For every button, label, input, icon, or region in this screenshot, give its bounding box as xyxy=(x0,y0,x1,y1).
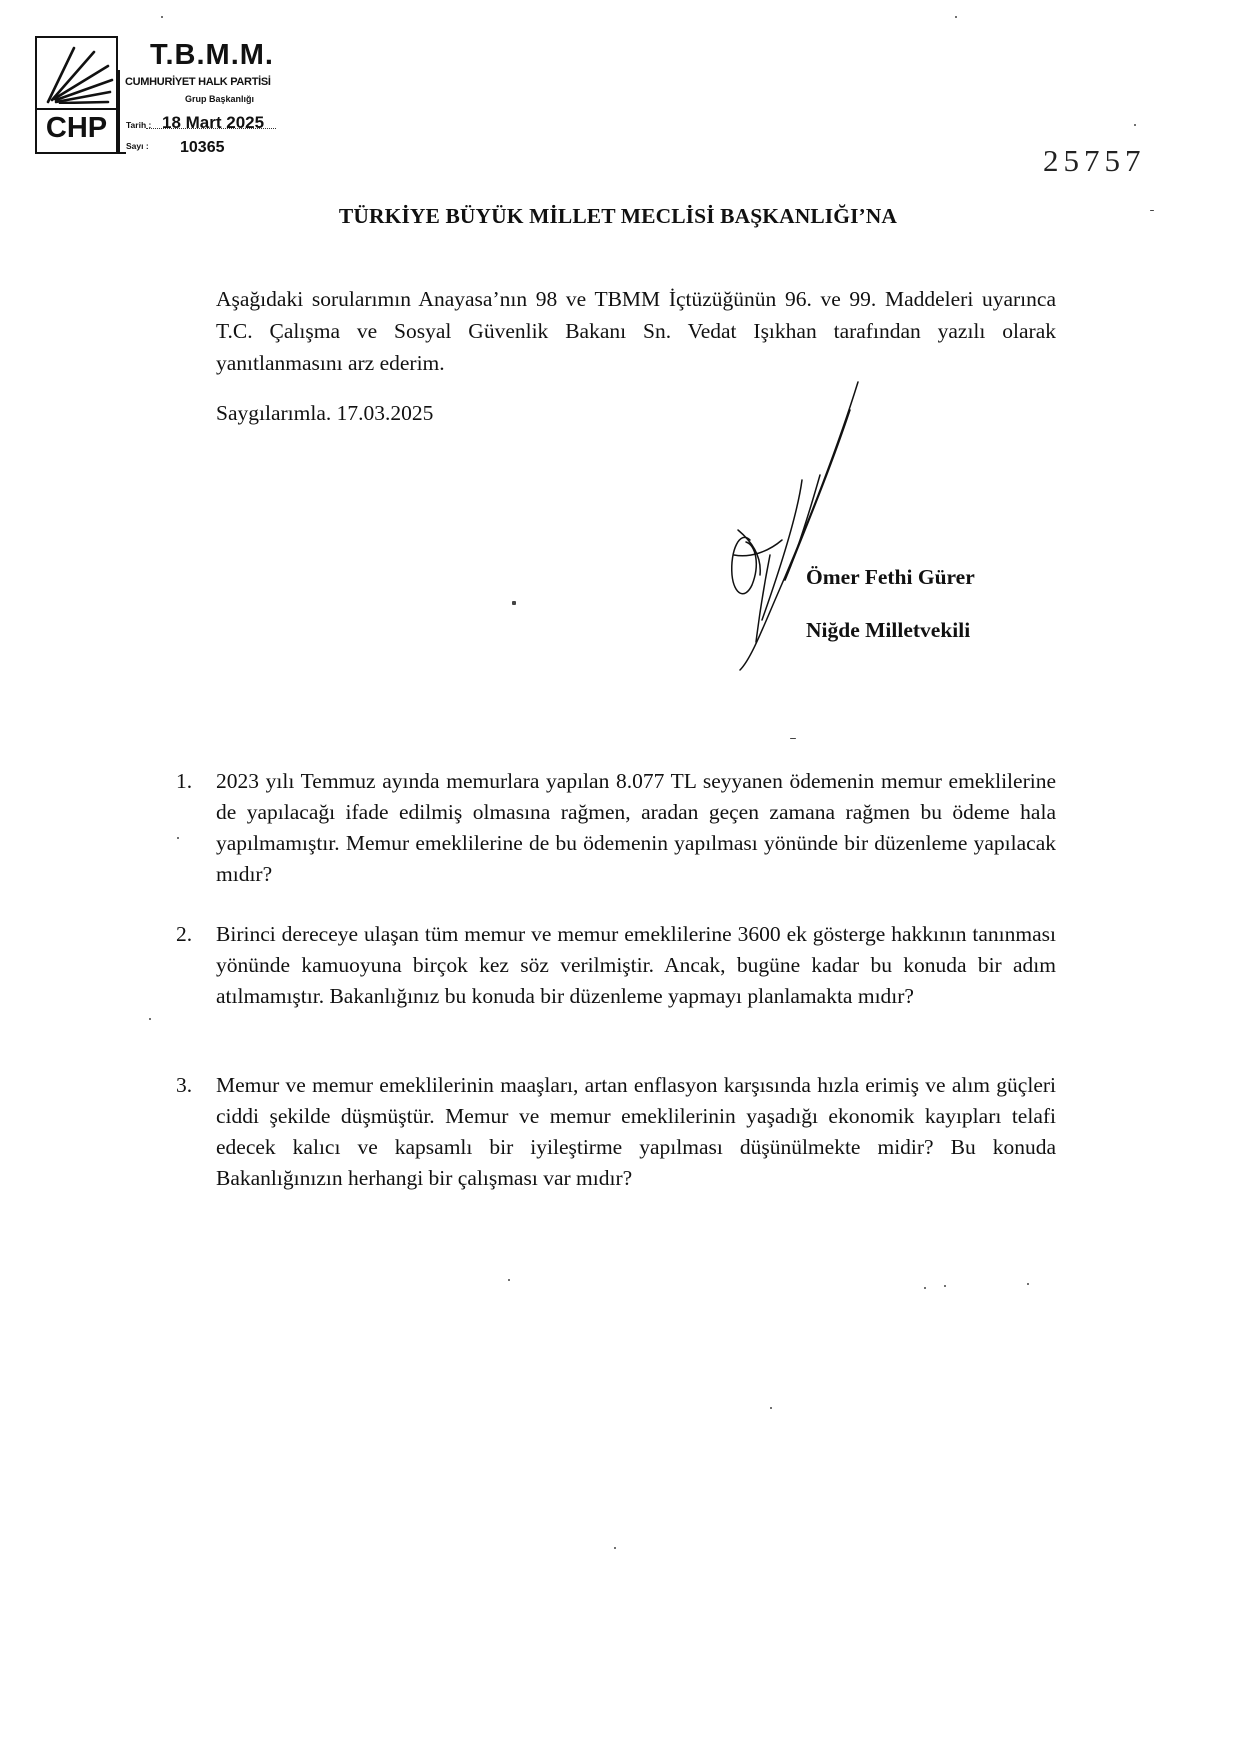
stamp-divider xyxy=(37,108,116,110)
question-text: Memur ve memur emeklilerinin maaşları, artan enflasyon karşısında hızla erimiş ve alım güçleri ciddi şekilde düşmüştür. Memur ve memur emeklilerinin yaşadığı ekonomik kayıpları telafi edecek kalıcı ve kapsamlı bir iyileştirme yapılması düşünülmekte midir? Bu konuda Bakanlığınızın herhangi bir çalışması var mıdır? xyxy=(216,1073,1056,1190)
scan-speck xyxy=(512,601,516,605)
signer-title: Niğde Milletvekili xyxy=(806,618,971,642)
party-name: CUMHURİYET HALK PARTİSİ xyxy=(125,76,271,88)
scan-speck xyxy=(1134,124,1136,126)
date-value: 18 Mart 2025 xyxy=(162,113,265,132)
scan-speck xyxy=(177,837,179,839)
party-stamp-logo-box xyxy=(35,36,118,154)
document-number: 25757 xyxy=(1043,143,1146,178)
signer-name: Ömer Fethi Gürer xyxy=(806,565,975,589)
stamp-bottom-line xyxy=(118,152,126,154)
scan-speck xyxy=(149,1018,151,1020)
question-number: 2. xyxy=(176,922,193,946)
question-text: Birinci dereceye ulaşan tüm memur ve memur emeklilerine 3600 ek gösterge hakkının tanınması yönünde kamuoyuna birçok kez söz verilmiştir. Ancak, bugüne kadar bu konuda bir adım atılmamıştır. Bakanlığınız bu konuda bir düzenleme yapmayı planlamakta mıdır? xyxy=(216,922,1056,1008)
stamp-vertical-line xyxy=(118,70,120,154)
intro-paragraph: Aşağıdaki sorularımın Anayasa’nın 98 ve TBMM İçtüzüğünün 96. ve 99. Maddeleri uyarınca T.C. Çalışma ve Sosyal Güvenlik Bakanı Sn. Vedat Işıkhan tarafından yazılı olarak yanıtlanmasını arz ederim. xyxy=(216,287,1056,375)
greeting: Saygılarımla. 17.03.2025 xyxy=(216,401,434,425)
question-item xyxy=(176,766,1056,890)
scan-speck xyxy=(614,1547,616,1549)
institution-heading: T.B.M.M. xyxy=(150,39,274,71)
intro-paragraph-wrapper xyxy=(216,283,1056,379)
scan-speck xyxy=(1150,210,1154,211)
question-item xyxy=(176,919,1056,1012)
number-label: Sayı : xyxy=(126,141,149,151)
scan-speck xyxy=(770,1407,772,1409)
question-number: 1. xyxy=(176,769,193,793)
date-label: Tarih : xyxy=(126,120,152,130)
question-number: 3. xyxy=(176,1073,193,1097)
party-logo-text: CHP xyxy=(45,112,108,144)
scan-speck xyxy=(924,1287,926,1289)
scan-speck xyxy=(955,16,957,18)
scan-speck xyxy=(1027,1283,1029,1285)
scan-speck xyxy=(508,1279,510,1281)
department-name: Grup Başkanlığı xyxy=(185,94,255,104)
chp-arrows-icon xyxy=(42,42,114,104)
number-value: 10365 xyxy=(180,139,225,156)
scan-speck xyxy=(161,16,163,18)
page-title: TÜRKİYE BÜYÜK MİLLET MECLİSİ BAŞKANLIĞI’NA xyxy=(338,204,898,228)
question-text: 2023 yılı Temmuz ayında memurlara yapılan 8.077 TL seyyanen ödemenin memur emeklilerine de yapılacağı ifade edilmiş olmasına rağmen, aradan geçen zamana rağmen bu ödeme hala yapılmamıştır. Memur emeklilerine de bu ödemenin yapılması yönünde bir düzenleme yapılacak mıdır? xyxy=(216,769,1056,886)
scan-speck xyxy=(944,1285,946,1287)
scan-speck xyxy=(790,738,796,739)
question-item xyxy=(176,1070,1056,1194)
